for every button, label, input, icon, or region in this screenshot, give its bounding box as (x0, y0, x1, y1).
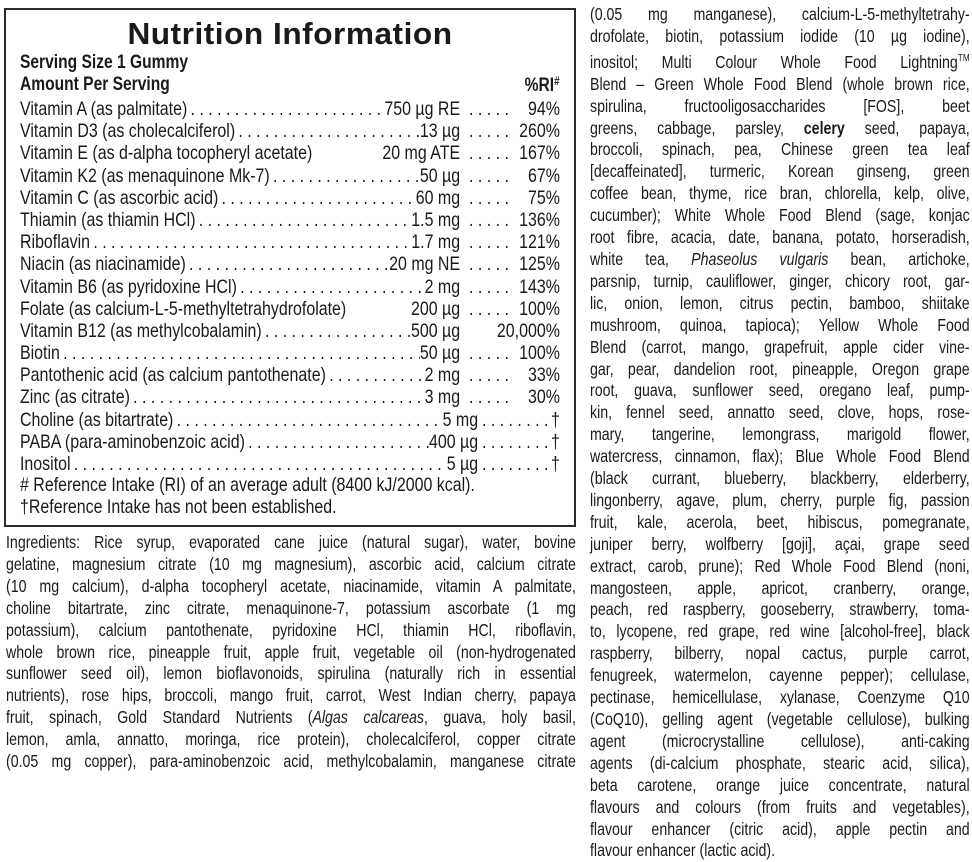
nutrient-ri: 260% (519, 120, 560, 143)
nutrient-row (20, 276, 560, 298)
amount-per-serving-header: Amount Per Serving (20, 74, 170, 95)
nutrient-row (20, 120, 560, 142)
nutrient-amount: 20 mg ATE (382, 142, 461, 165)
nutrient-amount: 20 mg NE (389, 253, 461, 276)
leader-dots (218, 187, 415, 209)
ingredients-line: parsnip, turnip, cauliflower, ginger, chicory root, gar- (590, 270, 970, 291)
ingredients-line: drofolate, biotin, potassium iodide (10 µg iodine), (590, 25, 970, 46)
nutrition-information-panel (4, 8, 576, 527)
trademark-mark: TM (957, 52, 970, 64)
ingredients-line: potassium), calcium pantothenate, pyridoxine HCl, thiamin HCl, riboflavin, (6, 619, 576, 640)
ingredients-line: extract, carob, prune); Red Whole Food Blend (noni, (590, 555, 970, 576)
nutrient-ri: † (550, 408, 560, 431)
ingredients-line: nutrients), rose hips, broccoli, mango fruit, carrot, West Indian cherry, papaya (6, 685, 576, 706)
nutrient-amount: 13 µg (419, 120, 461, 143)
nutrient-ri: 100% (519, 342, 560, 365)
ingredients-line: sunflower seed oil), lemon bioflavonoids, spirulina (naturally rich in essential (6, 663, 576, 684)
ingredients-line: (0.05 mg manganese), calcium-L-5-methyltetrahy- (590, 4, 970, 24)
ingredients-line: watercress, cinnamon, flax); Blue Whole Food Blend (590, 446, 970, 467)
leader-dots (463, 298, 509, 320)
ingredients-line-last: flavour enhancer (lactic acid). (590, 840, 776, 861)
ingredients-line: (0.05 mg copper), para-aminobenzoic acid, methylcobalamin, manganese citrate (6, 751, 576, 772)
ingredients-line: (black currant, blueberry, blackberry, elderberry, (590, 468, 970, 489)
leader-dots (186, 253, 389, 275)
nutrient-name: Vitamin K2 (as menaquinone Mk-7) (20, 164, 270, 187)
ri-column-header (525, 74, 560, 97)
leader-dots (463, 165, 509, 187)
nutrient-amount: 5 mg (442, 408, 479, 431)
ingredients-line: broccoli, spinach, pea, Chinese green tea leaf (590, 139, 970, 160)
ingredients-line: [decaffeinated], turmeric, Korean ginseng, green (590, 161, 970, 182)
nutrient-row (20, 342, 560, 364)
ingredients-line: juniper berry, wolfberry [goji], açai, grape seed (590, 533, 970, 554)
ingredients-line (590, 48, 970, 74)
leader-dots (463, 342, 509, 364)
nutrient-name: Vitamin B12 (as methylcobalamin) (20, 319, 262, 342)
nutrient-ri: 30% (527, 386, 560, 409)
leader-dots (245, 431, 429, 453)
nutrient-row (20, 409, 560, 431)
nutrient-amount: 2 mg (424, 275, 461, 298)
ingredients-line: spirulina, fructooligosaccharides [FOS], beet (590, 95, 970, 116)
nutrient-row (20, 142, 560, 164)
ingredients-text: inositol; Multi Colour Whole Food Lightning (590, 51, 958, 72)
ingredients-right-column (590, 4, 970, 862)
nutrient-amount: 1.5 mg (411, 208, 461, 231)
nutrient-ri: 100% (519, 297, 560, 320)
nutrient-ri: 121% (519, 231, 560, 254)
leader-dots (196, 209, 412, 231)
ingredients-line: mary, tangerine, lemongrass, marigold flower, (590, 424, 970, 445)
leader-dots (262, 320, 411, 342)
ingredients-line: beta carotene, orange juice concentrate, natural (590, 774, 970, 795)
nutrient-row (20, 298, 560, 320)
nutrient-amount: 3 mg (424, 386, 461, 409)
nutrient-name: Biotin (20, 342, 60, 365)
ri-header-label: %RI (525, 75, 555, 96)
leader-dots (463, 253, 509, 275)
footnote-dagger: †Reference Intake has not been established. (20, 496, 337, 518)
nutrient-ri: 125% (519, 253, 560, 276)
leader-dots (237, 276, 425, 298)
ingredients-line: agent (microcrystalline cellulose), anti-caking (590, 730, 970, 751)
nutrient-amount: 60 mg (415, 186, 461, 209)
ingredients-line: root, guava, sunflower seed, oregano leaf, pump- (590, 380, 970, 401)
nutrient-amount: 200 µg (410, 297, 461, 320)
nutrient-amount: 2 mg (424, 364, 461, 387)
ingredients-line: fruit, kale, acerola, beet, hibiscus, pomegranate, (590, 511, 970, 532)
ingredients-line: to, lycopene, red grape, red wine [alcohol-free], black (590, 621, 970, 642)
nutrient-row (20, 209, 560, 231)
ingredients-latin-name: Phaseolus vulgaris (691, 248, 829, 269)
nutrient-name: Vitamin C (as ascorbic acid) (20, 186, 219, 209)
nutrient-name: Choline (as bitartrate) (20, 408, 174, 431)
leader-dots (326, 364, 425, 386)
ingredients-line: fenugreek, watermelon, cayenne pepper); cellulase, (590, 665, 970, 686)
ingredients-line: flavour enhancer (citric acid), apple pectin and (590, 818, 970, 839)
ingredients-text: seed, papaya, (844, 117, 970, 138)
nutrient-name: Pantothenic acid (as calcium pantothenate) (20, 364, 326, 387)
ingredients-text: bean, artichoke, (828, 248, 970, 269)
ingredients-line: choline bitartrate, zinc citrate, menaquinone-7, potassium ascorbate (1 mg (6, 597, 576, 618)
leader-dots (463, 386, 509, 408)
nutrient-name: Vitamin A (as palmitate) (20, 98, 188, 120)
ingredients-line: lingonberry, agave, plum, cherry, purple fig, passion (590, 489, 970, 510)
nutrient-name: Niacin (as niacinamide) (20, 253, 186, 276)
leader-dots (60, 342, 420, 364)
nutrient-ri: 20,000% (496, 319, 560, 342)
nutrient-ri: 143% (519, 275, 560, 298)
ingredients-line: root fibre, acacia, date, banana, potato, horseradish, (590, 227, 970, 248)
leader-dots (463, 120, 509, 142)
nutrient-ri: 75% (527, 186, 560, 209)
ingredients-line: peach, red raspberry, gooseberry, strawberry, toma- (590, 599, 970, 620)
leader-dots (130, 386, 425, 408)
ingredients-line: (CoQ10), gelling agent (vegetable cellulose), bulking (590, 709, 970, 729)
ingredients-line: raspberry, bilberry, nopal cactus, purple carrot, (590, 643, 970, 664)
ingredients-line: pectinase, hemicellulase, xylanase, Coenzyme Q10 (590, 687, 970, 708)
nutrient-name: Vitamin E (as d-alpha tocopheryl acetate) (20, 142, 313, 165)
nutrient-name: PABA (para-aminobenzoic acid) (20, 430, 245, 453)
nutrient-amount: 750 µg RE (384, 98, 461, 120)
nutrient-amount: 1.7 mg (411, 231, 461, 254)
leader-dots (270, 165, 420, 187)
nutrient-row (20, 386, 560, 408)
nutrient-ri: 136% (519, 208, 560, 231)
nutrient-amount: 50 µg (419, 164, 461, 187)
nutrient-name: Folate (as calcium-L-5-methyltetrahydrofolate) (20, 297, 347, 320)
ingredients-line (6, 707, 576, 729)
nutrient-name: Vitamin D3 (as cholecalciferol) (20, 120, 236, 143)
nutrient-row (20, 453, 560, 475)
nutrient-ri: † (550, 430, 560, 453)
nutrient-ri: 167% (519, 142, 560, 165)
ingredients-line: flavours and colours (from fruits and vegetables), (590, 796, 970, 817)
nutrient-amount: 400 µg (428, 430, 479, 453)
leader-dots (463, 98, 509, 120)
nutrient-row (20, 231, 560, 253)
ingredients-line: Blend – Green Whole Food Blend (whole brown rice, (590, 73, 970, 94)
nutrient-row (20, 431, 560, 453)
leader-dots (463, 231, 509, 253)
leader-dots (173, 409, 442, 431)
nutrient-name: Thiamin (as thiamin HCl) (20, 208, 196, 231)
ingredients-text: greens, cabbage, parsley, (590, 117, 804, 138)
nutrient-row (20, 253, 560, 275)
ingredients-line (590, 249, 970, 271)
nutrient-amount: 5 µg (446, 453, 479, 475)
ingredients-text: , guava, holy basil, (423, 707, 576, 728)
leader-dots (481, 431, 548, 453)
ingredients-line: gelatine, magnesium citrate (10 mg magnesium), ascorbic acid, calcium citrate (6, 553, 576, 574)
nutrient-name: Vitamin B6 (as pyridoxine HCl) (20, 275, 237, 298)
ingredients-line: agents (di-calcium phosphate, stearic acid, silica), (590, 752, 970, 773)
ingredients-line: Ingredients: Rice syrup, evaporated cane juice (natural sugar), water, bovine (6, 532, 576, 552)
ingredients-line: mushroom, quinoa, tapioca); Yellow Whole Food (590, 314, 970, 335)
nutrient-ri: 94% (527, 98, 560, 120)
ingredients-line: lic, onion, lemon, citrus pectin, bamboo, shiitake (590, 292, 970, 313)
ingredients-latin-name: Algas calcareas (312, 707, 424, 728)
nutrient-row (20, 165, 560, 187)
ingredients-line: (10 mg calcium), d-alpha tocopheryl acetate, niacinamide, vitamin A palmitate, (6, 575, 576, 596)
ingredients-left-column (6, 532, 576, 773)
leader-dots (463, 364, 509, 386)
nutrient-row (20, 364, 560, 386)
leader-dots (71, 453, 447, 475)
nutrient-row (20, 320, 560, 342)
nutrient-row (20, 98, 560, 120)
nutrient-ri: 33% (527, 364, 560, 387)
ri-header-mark: # (554, 74, 560, 88)
ingredients-line: mangosteen, apple, apricot, cranberry, orange, (590, 577, 970, 598)
ingredients-text: white tea, (590, 248, 692, 269)
nutrient-name: Riboflavin (20, 231, 91, 254)
ingredients-line: whole brown rice, pineapple fruit, apple fruit, vegetable oil (non-hydrogenated (6, 641, 576, 662)
leader-dots (187, 98, 384, 120)
allergen-celery: celery (803, 117, 845, 138)
leader-dots (481, 453, 548, 475)
nutrient-amount: 50 µg (419, 342, 461, 365)
nutrient-ri: 67% (527, 164, 560, 187)
ingredients-line: coffee bean, thyme, rice bran, chlorella, kelp, olive, (590, 183, 970, 204)
nutrient-table (20, 98, 560, 475)
serving-size: Serving Size 1 Gummy (20, 52, 188, 73)
nutrient-name: Zinc (as citrate) (20, 386, 130, 409)
leader-dots (90, 231, 411, 253)
footnote-reference-intake: # Reference Intake (RI) of an average adult (8400 kJ/2000 kcal). (20, 474, 475, 496)
ingredients-line: kin, fennel seed, annatto seed, clove, hops, rose- (590, 402, 970, 423)
nutrient-name: Inositol (20, 453, 71, 475)
nutrient-amount: 500 µg (410, 319, 461, 342)
panel-title: Nutrition Information (127, 16, 453, 51)
ingredients-line (590, 118, 970, 140)
ingredients-line: cucumber); White Whole Food Blend (sage, konjac (590, 205, 970, 226)
nutrient-ri: † (550, 453, 560, 475)
leader-dots (235, 120, 420, 142)
leader-dots (481, 409, 548, 431)
leader-dots (463, 187, 509, 209)
ingredients-line: Blend (carrot, mango, grapefruit, apple cider vine- (590, 336, 970, 357)
ingredients-text: fruit, spinach, Gold Standard Nutrients ( (6, 707, 313, 728)
leader-dots (463, 209, 509, 231)
ingredients-line: lemon, amla, annatto, moringa, rice protein), cholecalciferol, copper citrate (6, 729, 576, 750)
leader-dots (463, 142, 509, 164)
ingredients-line: gar, pear, dandelion root, pineapple, Oregon grape (590, 358, 970, 379)
leader-dots (463, 276, 509, 298)
nutrient-row (20, 187, 560, 209)
